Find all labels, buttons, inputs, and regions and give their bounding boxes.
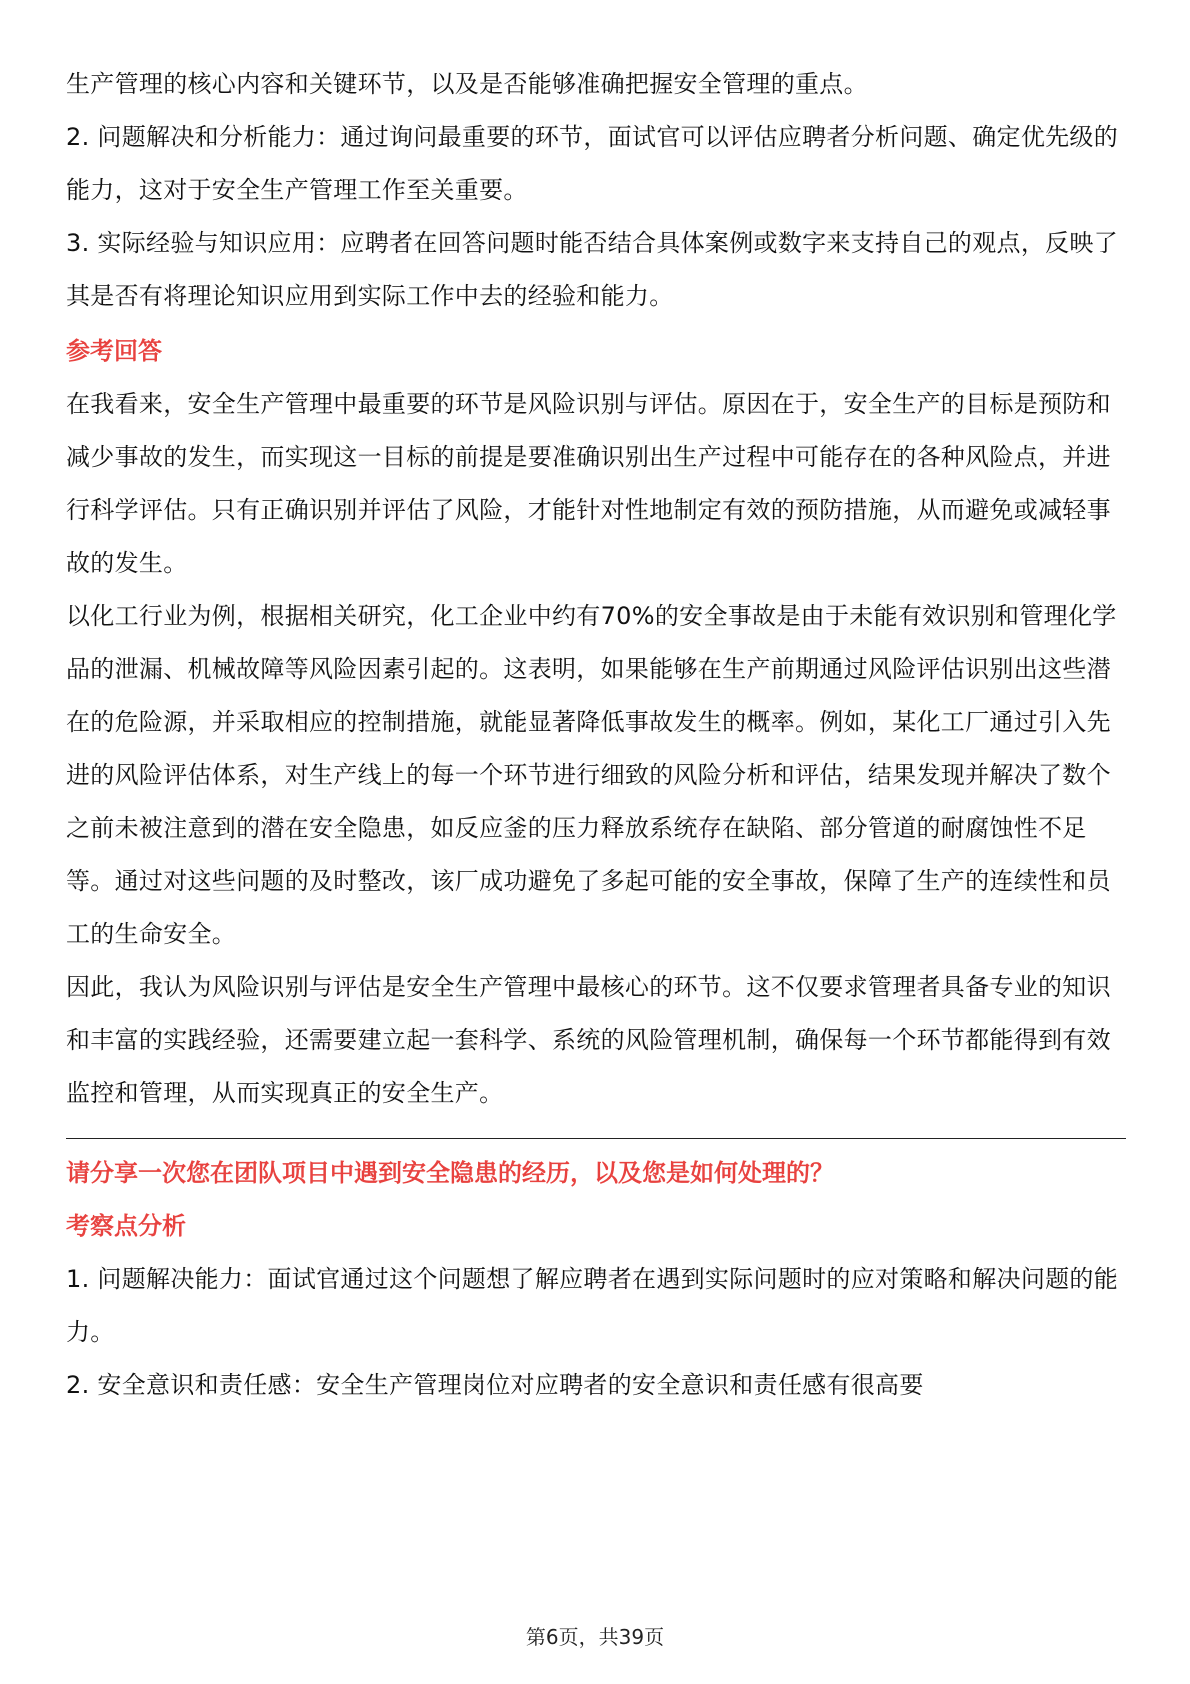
section-divider xyxy=(66,1138,1126,1139)
analysis-heading: 考察点分析 xyxy=(66,1212,186,1240)
answer-paragraph-2: 以化工行业为例，根据相关研究，化工企业中约有70%的安全事故是由于未能有效识别和管理化学品的泄漏、机械故障等风险因素引起的。这表明，如果能够在生产前期通过风险评估识别出这些潜在的危险源，并采取相应的控制措施，就能显著降低事故发生的概率。例如，某化工厂通过引入先进的风险评估体系，对生产线上的每一个环节进行细致的风险分析和评估，结果发现并解决了数个之前未被注意到的潜在安全隐患，如反应釜的压力释放系统存在缺陷、部分管道的耐腐蚀性不足等。通过对这些问题的及时整改，该厂成功避免了多起可能的安全事故，保障了生产的连续性和员工的生命安全。 xyxy=(66,602,1117,948)
reference-answer-heading: 参考回答 xyxy=(66,337,162,365)
analysis-point-2: 2. 问题解决和分析能力：通过询问最重要的环节，面试官可以评估应聘者分析问题、确定优先级的能力，这对于安全生产管理工作至关重要。 xyxy=(66,123,1119,204)
answer-paragraph-3: 因此，我认为风险识别与评估是安全生产管理中最核心的环节。这不仅要求管理者具备专业的知识和丰富的实践经验，还需要建立起一套科学、系统的风险管理机制，确保每一个环节都能得到有效监控和管理，从而实现真正的安全生产。 xyxy=(66,973,1111,1107)
page-number: 第6页，共39页 xyxy=(525,1625,665,1649)
document-page xyxy=(66,58,1126,1412)
question2-point-1: 1. 问题解决能力：面试官通过这个问题想了解应聘者在遇到实际问题时的应对策略和解决问题的能力。 xyxy=(66,1265,1119,1346)
answer-paragraph-1: 在我看来，安全生产管理中最重要的环节是风险识别与评估。原因在于，安全生产的目标是预防和减少事故的发生，而实现这一目标的前提是要准确识别出生产过程中可能存在的各种风险点，并进行科学评估。只有正确识别并评估了风险，才能针对性地制定有效的预防措施，从而避免或减轻事故的发生。 xyxy=(66,390,1111,577)
question2-point-2: 2. 安全意识和责任感：安全生产管理岗位对应聘者的安全意识和责任感有很高要 xyxy=(66,1371,924,1399)
analysis-point-3: 3. 实际经验与知识应用：应聘者在回答问题时能否结合具体案例或数字来支持自己的观点，反映了其是否有将理论知识应用到实际工作中去的经验和能力。 xyxy=(66,229,1119,310)
analysis-point-continued: 生产管理的核心内容和关键环节，以及是否能够准确把握安全管理的重点。 xyxy=(66,70,868,98)
question-title: 请分享一次您在团队项目中遇到安全隐患的经历，以及您是如何处理的？ xyxy=(66,1159,834,1187)
